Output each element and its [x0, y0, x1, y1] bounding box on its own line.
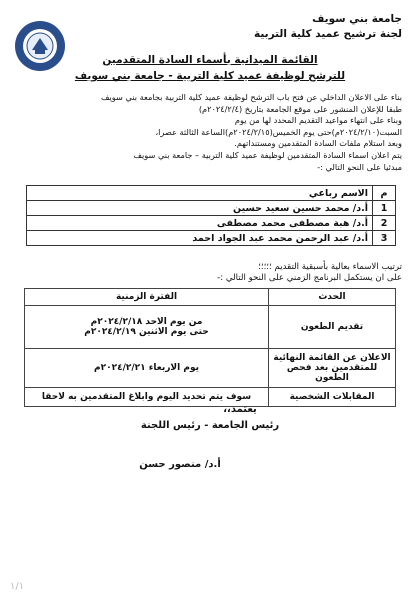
period-cell: [25, 306, 269, 349]
column-header-name: الاسم رباعي: [27, 186, 373, 201]
schedule-note: على ان يستكمل البرنامج الزمني على النحو التالي :-: [217, 273, 402, 283]
body-line: السبت(٢٠٢٤/٢/١٠م)حتى يوم الخميس(٢٠٢٤/٢/١٥م)الساعة الثالثة عصرا،: [155, 126, 402, 137]
period-line: سوف يتم تحديد اليوم وابلاغ المتقدمين به لاحقا: [41, 392, 252, 402]
column-header-event: الحدث: [269, 289, 396, 306]
row-number: 3: [373, 231, 396, 246]
event-line: للمتقدمين بعد فحص الطعون: [286, 363, 378, 383]
body-line: وبناء على انتهاء مواعيد التقديم المحدد لها من يوم: [234, 115, 402, 126]
event-cell: [269, 349, 396, 388]
ordering-note: ترتيب الاسماء بعالية بأسبقية التقديم ؛؛؛؛؛: [258, 262, 402, 272]
period-cell: [25, 349, 269, 388]
body-line: وبعد استلام ملفات السادة المتقدمين ومستنداتهم.: [234, 138, 402, 149]
body-line: بناء على الاعلان الداخلي عن فتح باب الترشح لوظيفة عميد كلية التربية بجامعة بني سويف: [101, 92, 402, 102]
body-line: يتم اعلان اسماء السادة المتقدمين لوظيفة عميد كلية التربية – جامعة بني سويف: [133, 149, 402, 160]
table-header-row: [25, 289, 396, 306]
committee-name: لجنة ترشيح عميد كلية التربية: [253, 28, 402, 40]
table-row: [27, 231, 396, 246]
period-line: حتى يوم الاثنين ٢٠٢٤/٢/١٩م: [84, 327, 209, 337]
university-name: جامعة بني سويف: [312, 13, 402, 25]
table-row: [25, 349, 396, 388]
page-number: ١/١: [10, 581, 25, 592]
candidate-name: أ.د/ محمد حسين سعيد حسين: [27, 201, 373, 216]
row-number: 1: [373, 201, 396, 216]
candidates-table: [26, 185, 396, 246]
body-line: مبدئيا على النحو التالي :-: [317, 161, 402, 172]
approval-label: يعتمد،،: [223, 404, 257, 415]
event-cell: تقديم الطعون: [269, 306, 396, 349]
institution-header: [202, 12, 402, 42]
row-number: 2: [373, 216, 396, 231]
signatory-name: أ.د/ منصور حسن: [139, 459, 221, 470]
table-row: [27, 216, 396, 231]
signatory-title: رئيس الجامعة - رئيس اللجنة: [140, 420, 280, 431]
document-title: القائمة الميدانية بأسماء السادة المتقدمين: [102, 54, 318, 66]
column-header-number: م: [373, 186, 396, 201]
candidate-name: أ.د/ هبة مصطفى محمد مصطفى: [27, 216, 373, 231]
candidate-name: أ.د/ عبد الرحمن محمد عبد الجواد احمد: [27, 231, 373, 246]
body-line: طبقا للإعلان المنشور على موقع الجامعة بتاريخ (٢٠٢٤/٢/٤م): [198, 103, 402, 114]
table-header-row: [27, 186, 396, 201]
schedule-intro: [18, 262, 402, 284]
table-row: [27, 201, 396, 216]
column-header-period: الفترة الزمنية: [25, 289, 269, 306]
period-line: يوم الاربعاء ٢٠٢٤/٢/٢١م: [94, 363, 199, 373]
event-line: الاعلان عن القائمة النهائية: [273, 353, 391, 363]
university-logo: [14, 20, 66, 72]
document-subtitle: للترشح لوظيفة عميد كلية التربية - جامعة بني سويف: [74, 70, 346, 82]
period-line: من يوم الاحد ٢٠٢٤/٢/١٨م: [90, 317, 203, 327]
schedule-table: [24, 288, 396, 407]
body-text: [18, 92, 402, 173]
table-row: [25, 306, 396, 349]
event-cell: المقابلات الشخصية: [269, 388, 396, 407]
